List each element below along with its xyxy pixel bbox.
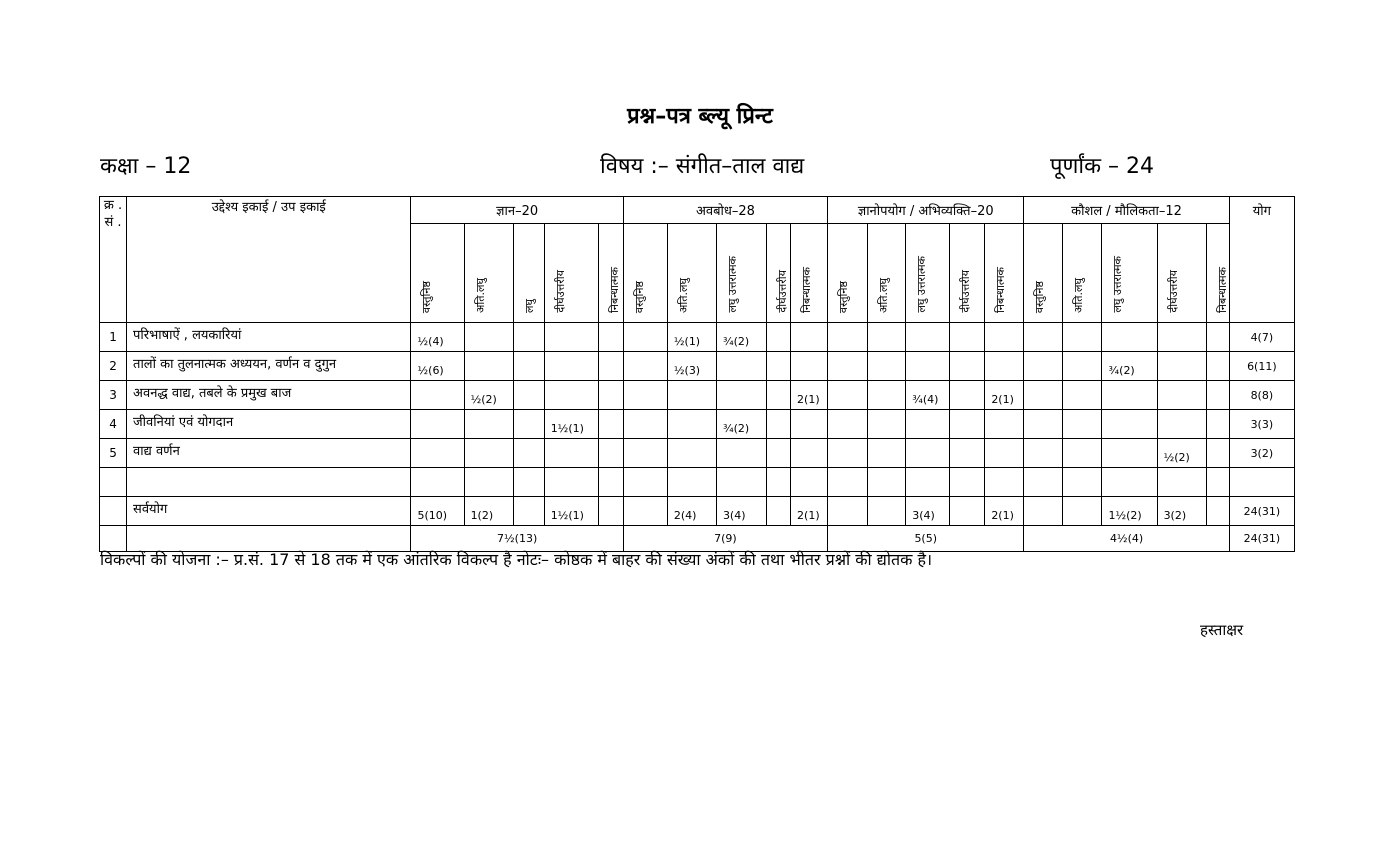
marks-cell [544, 323, 598, 352]
total-header: योग [1229, 197, 1294, 323]
column-subheader-label: लघु उत्तरात्मक [1111, 256, 1125, 313]
column-subheader-label: वस्तुनिष्ठ [837, 280, 851, 313]
column-subheader-label: दीर्घउत्तरीय [1166, 270, 1180, 313]
topic-cell: परिभाषाऐं , लयकारियां [127, 323, 411, 352]
marks-cell: ½(4) [411, 323, 464, 352]
options-note: विकल्पों की योजना :– प्र.सं. 17 से 18 तक में एक आंतरिक विकल्प है नोटः– कोष्ठक में बाहर की संख्या अंकों की तथा भीतर प्रश्नों की द्योतक है। [100, 550, 933, 569]
column-subheader [1102, 224, 1157, 323]
marks-cell [1206, 468, 1229, 497]
marks-label: पूर्णांक – 24 [1050, 154, 1154, 179]
serial-cell: 4 [100, 410, 127, 439]
marks-cell [598, 381, 623, 410]
column-subheader [828, 224, 868, 323]
marks-cell [623, 439, 667, 468]
group-header: कौशल / मौलिकता–12 [1024, 197, 1229, 224]
column-subheader-label: निबन्धात्मक [800, 266, 814, 313]
marks-cell [544, 381, 598, 410]
marks-cell [1102, 381, 1157, 410]
group-header: ज्ञान–20 [411, 197, 623, 224]
sum-cell [828, 497, 868, 526]
sum-cell [1024, 497, 1063, 526]
marks-cell [667, 468, 716, 497]
marks-cell [1063, 352, 1102, 381]
sum-cell: 5(10) [411, 497, 464, 526]
marks-cell [411, 410, 464, 439]
class-label: कक्षा – 12 [100, 154, 192, 179]
marks-cell [868, 323, 906, 352]
marks-cell [1024, 439, 1063, 468]
marks-cell: 1½(1) [544, 410, 598, 439]
marks-cell [985, 410, 1024, 439]
sum-cell [598, 497, 623, 526]
sum-cell: 3(4) [716, 497, 766, 526]
column-subheader [868, 224, 906, 323]
group-header: अवबोध–28 [623, 197, 827, 224]
marks-cell [868, 439, 906, 468]
marks-cell: ¾(2) [1102, 352, 1157, 381]
marks-cell [1206, 439, 1229, 468]
topic-cell: जीवनियां एवं योगदान [127, 410, 411, 439]
column-subheader [1063, 224, 1102, 323]
row-total-cell: 8(8) [1229, 381, 1294, 410]
sum-cell [1206, 497, 1229, 526]
marks-cell [906, 439, 950, 468]
marks-cell [513, 439, 544, 468]
marks-cell [868, 381, 906, 410]
marks-cell [828, 468, 868, 497]
column-subheader-label: वस्तुनिष्ठ [1033, 280, 1047, 313]
marks-cell [623, 468, 667, 497]
marks-cell [1063, 410, 1102, 439]
marks-cell [513, 323, 544, 352]
column-subheader [950, 224, 985, 323]
marks-cell [513, 352, 544, 381]
marks-cell [411, 468, 464, 497]
table-row [100, 381, 1295, 410]
marks-cell: ½(6) [411, 352, 464, 381]
row-total-cell: 3(3) [1229, 410, 1294, 439]
marks-cell [513, 410, 544, 439]
marks-cell [1024, 410, 1063, 439]
marks-cell [623, 410, 667, 439]
topic-cell: वाद्य वर्णन [127, 439, 411, 468]
marks-cell [828, 381, 868, 410]
marks-cell [598, 439, 623, 468]
marks-cell [544, 439, 598, 468]
topic-cell: तालों का तुलनात्मक अध्ययन, वर्णन व दुगुन [127, 352, 411, 381]
marks-cell [950, 410, 985, 439]
marks-cell [623, 323, 667, 352]
marks-cell [667, 410, 716, 439]
marks-cell [791, 410, 828, 439]
marks-cell [791, 352, 828, 381]
sum-cell: 3(2) [1157, 497, 1206, 526]
marks-cell [1063, 468, 1102, 497]
column-subheader [906, 224, 950, 323]
column-subheader [985, 224, 1024, 323]
sum-cell: 1½(1) [544, 497, 598, 526]
column-subheader-label: निबन्धात्मक [1215, 266, 1229, 313]
marks-cell [791, 323, 828, 352]
marks-cell [667, 381, 716, 410]
column-subheader-label: लघु उत्तरात्मक [725, 256, 739, 313]
sum-total-cell: 24(31) [1229, 497, 1294, 526]
marks-cell [767, 468, 791, 497]
marks-cell [1102, 323, 1157, 352]
serial-cell [100, 497, 127, 526]
marks-cell [1063, 323, 1102, 352]
sum-cell [950, 497, 985, 526]
marks-cell [950, 381, 985, 410]
sum-cell: 1(2) [464, 497, 513, 526]
marks-cell [716, 352, 766, 381]
column-subheader [767, 224, 791, 323]
marks-cell [623, 352, 667, 381]
marks-cell [544, 352, 598, 381]
marks-cell [716, 439, 766, 468]
marks-cell [985, 468, 1024, 497]
marks-cell [667, 439, 716, 468]
marks-cell [1024, 352, 1063, 381]
sum-cell: 3(4) [906, 497, 950, 526]
table-row [100, 323, 1295, 352]
column-subheader [513, 224, 544, 323]
column-subheader-label: दीर्घउत्तरीय [553, 270, 567, 313]
row-total-cell: 6(11) [1229, 352, 1294, 381]
column-subheader [598, 224, 623, 323]
marks-cell [1102, 410, 1157, 439]
marks-cell [985, 352, 1024, 381]
marks-cell [1206, 323, 1229, 352]
marks-cell [464, 323, 513, 352]
marks-cell [828, 410, 868, 439]
topic-header: उद्देश्य इकाई / उप इकाई [127, 197, 411, 323]
row-total-cell: 3(2) [1229, 439, 1294, 468]
marks-cell [1206, 381, 1229, 410]
group-total-cell: 7½(13) [411, 526, 623, 552]
column-subheader-label: दीर्घउत्तरीय [776, 270, 790, 313]
marks-cell [950, 323, 985, 352]
marks-cell [1157, 381, 1206, 410]
serial-cell: 2 [100, 352, 127, 381]
page-title: प्रश्न–पत्र ब्ल्यू प्रिन्ट [627, 104, 773, 129]
blueprint-table [99, 196, 1295, 552]
marks-cell [906, 323, 950, 352]
marks-cell [1024, 468, 1063, 497]
column-subheader-label: अति.लघु [877, 278, 891, 313]
marks-cell [1157, 323, 1206, 352]
marks-cell [868, 352, 906, 381]
column-subheader-label: निबन्धात्मक [994, 266, 1008, 313]
row-total-cell: 4(7) [1229, 323, 1294, 352]
marks-cell [767, 410, 791, 439]
table-row [100, 410, 1295, 439]
marks-cell [544, 468, 598, 497]
row-total-cell [1229, 468, 1294, 497]
marks-cell [598, 323, 623, 352]
marks-cell [767, 381, 791, 410]
marks-cell [950, 468, 985, 497]
marks-cell: ½(2) [1157, 439, 1206, 468]
marks-cell [598, 468, 623, 497]
column-subheader-label: निबन्धात्मक [607, 266, 621, 313]
column-subheader-label: अति.लघु [473, 278, 487, 313]
serial-cell: 1 [100, 323, 127, 352]
marks-cell [1024, 323, 1063, 352]
column-subheader [667, 224, 716, 323]
marks-cell [1157, 352, 1206, 381]
sum-cell: 2(1) [791, 497, 828, 526]
marks-cell: ½(2) [464, 381, 513, 410]
marks-cell [623, 381, 667, 410]
marks-cell [716, 468, 766, 497]
column-subheader-label: वस्तुनिष्ठ [420, 280, 434, 313]
signature-label: हस्ताक्षर [1200, 621, 1244, 639]
marks-cell [1024, 381, 1063, 410]
sum-label: सर्वयोग [127, 497, 411, 526]
marks-cell: 2(1) [791, 381, 828, 410]
sum-cell [623, 497, 667, 526]
marks-cell [985, 323, 1024, 352]
sr-header: क्र . सं . [100, 197, 127, 323]
marks-cell: ¾(2) [716, 410, 766, 439]
column-subheader [1024, 224, 1063, 323]
marks-cell [906, 352, 950, 381]
marks-cell [906, 410, 950, 439]
marks-cell [411, 439, 464, 468]
marks-cell [950, 439, 985, 468]
sum-cell [767, 497, 791, 526]
column-subheader-label: अति.लघु [1072, 278, 1086, 313]
marks-cell [828, 352, 868, 381]
marks-cell: ½(3) [667, 352, 716, 381]
column-subheader-label: लघु उत्तरात्मक [915, 256, 929, 313]
serial-cell [100, 468, 127, 497]
sum-row [100, 497, 1295, 526]
column-subheader-label: वस्तुनिष्ठ [632, 280, 646, 313]
marks-cell [950, 352, 985, 381]
sum-cell: 2(1) [985, 497, 1024, 526]
marks-cell [1102, 468, 1157, 497]
marks-cell: ½(1) [667, 323, 716, 352]
marks-cell [791, 439, 828, 468]
serial-cell: 3 [100, 381, 127, 410]
marks-cell [767, 323, 791, 352]
marks-cell [513, 381, 544, 410]
group-total-cell: 7(9) [623, 526, 827, 552]
marks-cell [791, 468, 828, 497]
group-total-cell: 4½(4) [1024, 526, 1229, 552]
column-subheader [791, 224, 828, 323]
column-subheader-label: अति.लघु [676, 278, 690, 313]
marks-cell [598, 352, 623, 381]
marks-cell [1157, 468, 1206, 497]
marks-cell: 2(1) [985, 381, 1024, 410]
marks-cell [906, 468, 950, 497]
marks-cell [828, 439, 868, 468]
marks-cell [828, 323, 868, 352]
marks-cell [985, 439, 1024, 468]
topic-cell [127, 468, 411, 497]
marks-cell [716, 381, 766, 410]
marks-cell [464, 439, 513, 468]
marks-cell [1157, 410, 1206, 439]
column-subheader-label: दीर्घउत्तरीय [959, 270, 973, 313]
column-subheader [623, 224, 667, 323]
group-header: ज्ञानोपयोग / अभिव्यक्ति–20 [828, 197, 1024, 224]
serial-cell: 5 [100, 439, 127, 468]
sum-cell [868, 497, 906, 526]
sum-cell [513, 497, 544, 526]
marks-cell [767, 439, 791, 468]
table-row [100, 439, 1295, 468]
column-subheader [411, 224, 464, 323]
marks-cell [513, 468, 544, 497]
marks-cell [598, 410, 623, 439]
marks-cell [464, 410, 513, 439]
table-row [100, 468, 1295, 497]
marks-cell [1063, 439, 1102, 468]
column-subheader [464, 224, 513, 323]
column-subheader [1157, 224, 1206, 323]
marks-cell [1206, 352, 1229, 381]
column-subheader [1206, 224, 1229, 323]
marks-cell: ¾(2) [716, 323, 766, 352]
sum-cell: 2(4) [667, 497, 716, 526]
marks-cell [868, 410, 906, 439]
group-total-cell: 5(5) [828, 526, 1024, 552]
grand-total-cell: 24(31) [1229, 526, 1294, 552]
marks-cell [868, 468, 906, 497]
column-subheader [544, 224, 598, 323]
marks-cell [767, 352, 791, 381]
column-subheader-label: लघु [522, 299, 536, 313]
marks-cell [464, 468, 513, 497]
marks-cell: ¾(4) [906, 381, 950, 410]
marks-cell [1063, 381, 1102, 410]
marks-cell [1206, 410, 1229, 439]
marks-cell [411, 381, 464, 410]
subject-label: विषय :– संगीत–ताल वाद्य [600, 154, 805, 179]
topic-cell: अवनद्ध वाद्य, तबले के प्रमुख बाज [127, 381, 411, 410]
table-row [100, 352, 1295, 381]
sum-cell: 1½(2) [1102, 497, 1157, 526]
column-subheader [716, 224, 766, 323]
marks-cell [1102, 439, 1157, 468]
marks-cell [464, 352, 513, 381]
sum-cell [1063, 497, 1102, 526]
